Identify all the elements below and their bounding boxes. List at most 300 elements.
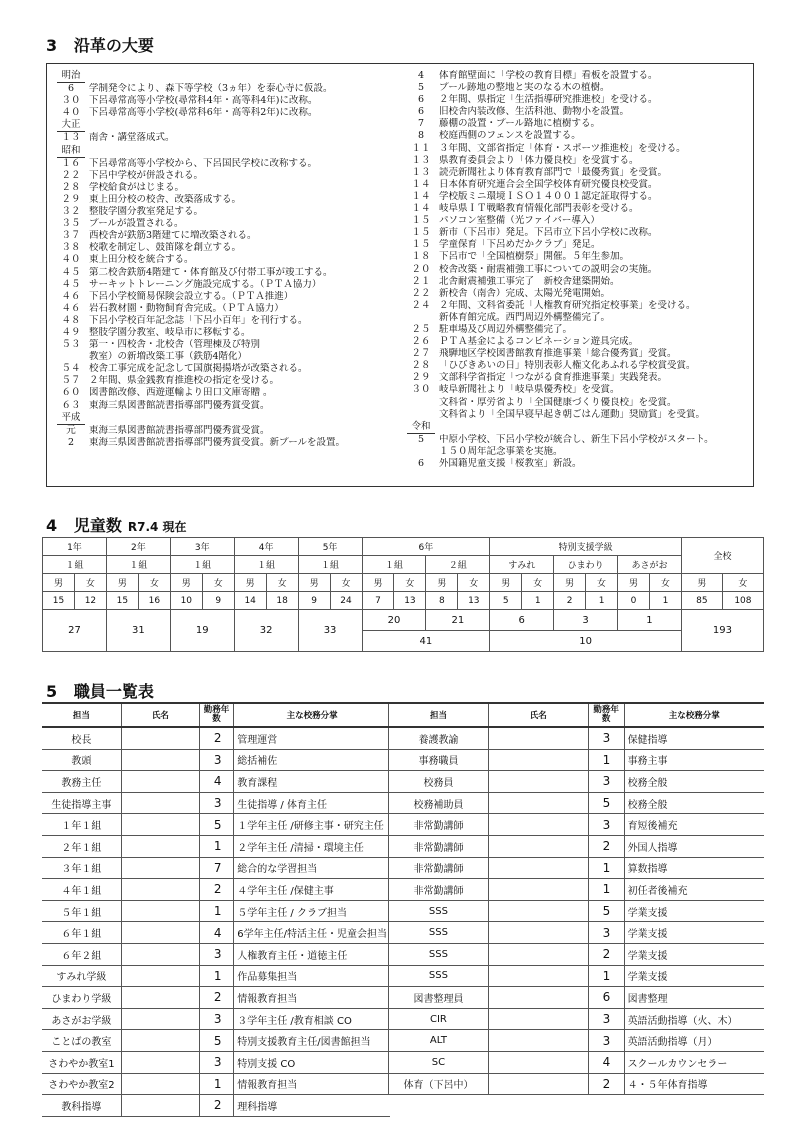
staff-years: 3 bbox=[588, 922, 624, 944]
years-header: 勤務年数 bbox=[199, 703, 233, 727]
history-year: ６３ bbox=[61, 399, 81, 411]
history-year: ２７ bbox=[411, 348, 431, 360]
male-label: 男 bbox=[490, 574, 522, 592]
history-entry bbox=[403, 324, 751, 336]
history-year: 6 bbox=[67, 83, 75, 95]
history-entry bbox=[403, 94, 751, 106]
history-entry bbox=[403, 143, 751, 155]
history-year: 7 bbox=[417, 118, 425, 130]
history-text: 体育館壁面に「学校の教育目標」看板を設置する。 bbox=[439, 70, 658, 81]
student-count-table bbox=[42, 537, 764, 652]
history-year: ４０ bbox=[61, 254, 81, 266]
staff-row bbox=[389, 1073, 765, 1095]
history-text: 下呂市で「全国植樹祭」開催。５年生参加。 bbox=[439, 251, 630, 263]
staff-row bbox=[389, 857, 765, 879]
staff-years: 7 bbox=[199, 857, 233, 879]
staff-years: 5 bbox=[588, 900, 624, 922]
history-year: 昭和 bbox=[57, 145, 85, 158]
history-text: 学制発令により、森下等学校（3ヵ年）を泰心寺に仮設。 bbox=[89, 83, 333, 95]
staff-row bbox=[389, 900, 765, 922]
female-label: 女 bbox=[266, 574, 298, 592]
as-of-note: R7.4 現在 bbox=[127, 520, 187, 534]
history-entry bbox=[403, 239, 751, 251]
staff-name bbox=[488, 835, 588, 857]
history-entry bbox=[53, 170, 403, 182]
history-entry bbox=[53, 363, 403, 375]
staff-years: 5 bbox=[588, 792, 624, 814]
staff-duty: 英語活動指導（月） bbox=[624, 1030, 764, 1052]
staff-heading bbox=[46, 679, 154, 702]
staff-row bbox=[389, 771, 765, 793]
male-label: 男 bbox=[298, 574, 330, 592]
history-year: 5 bbox=[417, 82, 425, 94]
staff-role: 校務補助員 bbox=[389, 792, 489, 814]
history-year: １１ bbox=[411, 142, 431, 154]
staff-role: １年１組 bbox=[42, 814, 121, 836]
staff-years: 2 bbox=[588, 1073, 624, 1095]
history-year: ４６ bbox=[61, 302, 81, 314]
history-text: 整肢学園分教室、岐阜市に移転する。 bbox=[89, 326, 251, 338]
staff-role: 体育（下呂中） bbox=[389, 1073, 489, 1095]
student-count: 12 bbox=[74, 592, 106, 610]
staff-duty: 校務全般 bbox=[624, 771, 764, 793]
student-count: 1 bbox=[649, 592, 681, 610]
female-label: 女 bbox=[522, 574, 554, 592]
history-text: ２年間、県指定「生活指導研究推進校」を受ける。 bbox=[439, 94, 658, 106]
staff-duty: 教育課程 bbox=[234, 771, 390, 793]
staff-row bbox=[42, 857, 390, 879]
history-entry bbox=[403, 446, 751, 458]
staff-name bbox=[488, 792, 588, 814]
history-year: ４８ bbox=[61, 314, 81, 326]
staff-duty: 6学年主任/特活主任・児童会担当 bbox=[234, 922, 390, 944]
staff-role: ６年２組 bbox=[42, 943, 121, 965]
staff-years: 6 bbox=[588, 987, 624, 1009]
history-entry bbox=[403, 300, 751, 312]
history-year bbox=[403, 446, 439, 458]
staff-years: 3 bbox=[588, 1008, 624, 1030]
staff-name bbox=[121, 922, 199, 944]
class-header: ２組 bbox=[426, 556, 490, 574]
history-text: サーキットトレーニング施設完成する。（ＰＴＡ協力） bbox=[89, 278, 322, 290]
staff-duty: ４・５年体育指導 bbox=[624, 1073, 764, 1095]
staff-name bbox=[488, 1051, 588, 1073]
staff-name bbox=[488, 965, 588, 987]
staff-role: 非常勤講師 bbox=[389, 857, 489, 879]
history-text: プールが設置される。 bbox=[89, 218, 184, 230]
history-entry bbox=[403, 288, 751, 300]
staff-role: 教頭 bbox=[42, 749, 121, 771]
staff-name bbox=[121, 879, 199, 901]
staff-role: 養護教諭 bbox=[389, 727, 489, 749]
staff-duty: 校務全般 bbox=[624, 792, 764, 814]
history-entry bbox=[53, 291, 403, 303]
history-year: 2 bbox=[67, 436, 75, 448]
section-title: 児童数 bbox=[73, 516, 122, 535]
history-year: ３０ bbox=[61, 95, 81, 107]
class-total: 1 bbox=[618, 610, 682, 631]
staff-duty: 学業支援 bbox=[624, 922, 764, 944]
class-total: 6 bbox=[490, 610, 554, 631]
history-entry bbox=[53, 437, 403, 449]
staff-years: 1 bbox=[199, 965, 233, 987]
gender-header-row bbox=[43, 574, 764, 592]
history-text: 新体育館完成。西門周辺外構整備完了。 bbox=[439, 311, 611, 323]
history-entry bbox=[53, 315, 403, 327]
male-label: 男 bbox=[170, 574, 202, 592]
duty-header: 主な校務分掌 bbox=[624, 703, 764, 727]
staff-years: 2 bbox=[199, 1095, 233, 1117]
years-header: 勤務年数 bbox=[588, 703, 624, 727]
staff-row bbox=[389, 922, 765, 944]
student-count: 10 bbox=[170, 592, 202, 610]
staff-row bbox=[389, 792, 765, 814]
section-number: 5 bbox=[46, 682, 58, 701]
history-text: １５０周年記念事業を実施。 bbox=[439, 445, 563, 457]
staff-row bbox=[42, 987, 390, 1009]
staff-duty: 総括補佐 bbox=[234, 749, 390, 771]
staff-name bbox=[488, 814, 588, 836]
staff-role: 教務主任 bbox=[42, 771, 121, 793]
male-label: 男 bbox=[106, 574, 138, 592]
staff-duty: 学業支援 bbox=[624, 943, 764, 965]
history-year: ４５ bbox=[61, 278, 81, 290]
history-entry bbox=[53, 387, 403, 399]
student-count: 13 bbox=[458, 592, 490, 610]
male-label: 男 bbox=[618, 574, 650, 592]
staff-years: 3 bbox=[199, 749, 233, 771]
era-label-row bbox=[53, 145, 403, 158]
staff-role: 校長 bbox=[42, 727, 121, 749]
grade-total: 31 bbox=[106, 610, 170, 652]
staff-years: 4 bbox=[199, 771, 233, 793]
staff-duty: 管理運営 bbox=[234, 727, 390, 749]
student-count: 1 bbox=[522, 592, 554, 610]
staff-role: 非常勤講師 bbox=[389, 879, 489, 901]
history-year: １３ bbox=[61, 132, 81, 144]
staff-years: 1 bbox=[199, 1073, 233, 1095]
history-text: 下呂尋常高等小学校(尋常科4年・高等科4年)に改称。 bbox=[89, 95, 318, 107]
history-text: 校歌を制定し、鼓笛隊を創立する。 bbox=[89, 242, 242, 254]
history-text: 校庭西側のフェンスを設置する。 bbox=[439, 130, 581, 142]
staff-role: ひまわり学級 bbox=[42, 987, 121, 1009]
name-header: 氏名 bbox=[488, 703, 588, 727]
staff-years: 4 bbox=[588, 1051, 624, 1073]
history-text: 下呂中学校が併設される。 bbox=[89, 169, 204, 181]
history-text: 西校舎が鉄筋3階建てに増改築される。 bbox=[89, 230, 257, 242]
history-text: ２年間、文科省委託「人権教育研究指定校事業」を受ける。 bbox=[439, 299, 696, 311]
history-year: １５ bbox=[411, 227, 431, 239]
grade-total: 27 bbox=[43, 610, 107, 652]
history-entry bbox=[53, 279, 403, 291]
staff-duty: 保健指導 bbox=[624, 727, 764, 749]
staff-role: 校務員 bbox=[389, 771, 489, 793]
history-text: 文科省・厚労省より「全国健康づくり優良校」を受賞。 bbox=[439, 396, 677, 408]
grade-total: 33 bbox=[298, 610, 362, 652]
history-entry bbox=[53, 132, 403, 144]
history-entry bbox=[403, 191, 751, 203]
staff-role: 事務職員 bbox=[389, 749, 489, 771]
history-year: １４ bbox=[411, 190, 431, 202]
history-entry bbox=[403, 155, 751, 167]
history-entry bbox=[53, 339, 403, 351]
male-label: 男 bbox=[681, 574, 722, 592]
history-year: ３２ bbox=[61, 206, 81, 218]
student-count: 5 bbox=[490, 592, 522, 610]
class-total: 20 bbox=[362, 610, 426, 631]
staff-name bbox=[121, 900, 199, 922]
school-total: 193 bbox=[681, 610, 763, 652]
female-label: 女 bbox=[586, 574, 618, 592]
history-year: ６０ bbox=[61, 387, 81, 399]
history-year: ４９ bbox=[61, 326, 81, 338]
staff-list bbox=[42, 702, 764, 1113]
history-text: 下呂尋常高等小学校から、下呂国民学校に改称する。 bbox=[89, 157, 318, 169]
staff-years: 2 bbox=[588, 835, 624, 857]
staff-years: 2 bbox=[199, 727, 233, 749]
staff-row bbox=[389, 727, 765, 749]
history-entry bbox=[403, 336, 751, 348]
staff-name bbox=[121, 857, 199, 879]
history-year: ３５ bbox=[61, 218, 81, 230]
staff-name bbox=[488, 857, 588, 879]
history-text: 文科省より「全国早寝早起き朝ごはん運動」奨励賞」を受賞。 bbox=[439, 408, 706, 420]
staff-role: 非常勤講師 bbox=[389, 814, 489, 836]
history-year: 8 bbox=[417, 130, 425, 142]
history-text: 校舎改築・耐震補強工事についての説明会の実施。 bbox=[439, 263, 658, 275]
history-text: 下呂小学校百年記念誌「下呂小百年」を刊行する。 bbox=[89, 314, 308, 326]
history-year: １８ bbox=[411, 251, 431, 263]
class-header: １組 bbox=[106, 556, 170, 574]
staff-row bbox=[42, 727, 390, 749]
era-label-row bbox=[53, 119, 403, 132]
history-year: ５７ bbox=[61, 375, 81, 387]
class-header: １組 bbox=[234, 556, 298, 574]
history-entry bbox=[53, 182, 403, 194]
section-number: 4 bbox=[46, 516, 58, 535]
staff-name bbox=[121, 749, 199, 771]
staff-role: SSS bbox=[389, 922, 489, 944]
staff-years: 4 bbox=[199, 922, 233, 944]
history-entry bbox=[403, 203, 751, 215]
history-entry bbox=[403, 215, 751, 227]
history-entry bbox=[53, 218, 403, 230]
staff-row bbox=[389, 835, 765, 857]
history-year: ３８ bbox=[61, 242, 81, 254]
history-text: 下呂小学校簡易保険会設立する。（ＰＴＡ推進） bbox=[89, 290, 294, 302]
staff-row bbox=[42, 1095, 390, 1117]
staff-row bbox=[389, 1030, 765, 1052]
class-total: 21 bbox=[426, 610, 490, 631]
history-text: プール跡地の整地と実のなる木の植樹。 bbox=[439, 82, 610, 94]
history-box bbox=[46, 63, 754, 487]
staff-duty: ４学年主任 /保健主事 bbox=[234, 879, 390, 901]
staff-duty: 総合的な学習担当 bbox=[234, 857, 390, 879]
staff-role: あさがお学級 bbox=[42, 1008, 121, 1030]
history-text: 岐阜県ＩＴ戦略教育情報化部門表彰を受ける。 bbox=[439, 203, 639, 215]
history-text: ＰＴＡ基金によるコンビネーション遊具完成。 bbox=[439, 336, 639, 348]
staff-name bbox=[121, 835, 199, 857]
staff-role: 図書整理員 bbox=[389, 987, 489, 1009]
staff-row bbox=[42, 1030, 390, 1052]
male-label: 男 bbox=[362, 574, 394, 592]
staff-row bbox=[389, 1008, 765, 1030]
staff-years: 3 bbox=[588, 727, 624, 749]
staff-role: すみれ学級 bbox=[42, 965, 121, 987]
class-total: 3 bbox=[554, 610, 618, 631]
staff-duty: 特別支援 CO bbox=[234, 1051, 390, 1073]
history-year: 6 bbox=[417, 106, 425, 118]
history-year: 5 bbox=[417, 433, 425, 445]
staff-years: 2 bbox=[588, 943, 624, 965]
grade-total: 32 bbox=[234, 610, 298, 652]
history-year: 令和 bbox=[407, 421, 435, 434]
female-label: 女 bbox=[458, 574, 490, 592]
student-count: 18 bbox=[266, 592, 298, 610]
staff-duty: ２学年主任 /清掃・環境主任 bbox=[234, 835, 390, 857]
staff-name bbox=[488, 1073, 588, 1095]
history-text: 岩石教材園・動物飼育舎完成。（ＰＴＡ協力） bbox=[89, 302, 284, 314]
history-entry bbox=[53, 242, 403, 254]
class-header: １組 bbox=[362, 556, 426, 574]
history-entry bbox=[403, 251, 751, 263]
history-entry bbox=[53, 254, 403, 266]
history-entry bbox=[403, 372, 751, 384]
history-text: 中原小学校、下呂小学校が統合し、新生下呂小学校がスタート。 bbox=[439, 433, 714, 445]
staff-row bbox=[42, 1073, 390, 1095]
student-count: 16 bbox=[138, 592, 170, 610]
student-count: 9 bbox=[298, 592, 330, 610]
female-label: 女 bbox=[74, 574, 106, 592]
history-text: 南舎・講堂落成式。 bbox=[89, 132, 175, 144]
staff-role: さわやか教室1 bbox=[42, 1051, 121, 1073]
staff-years: 5 bbox=[199, 1030, 233, 1052]
history-entry bbox=[53, 206, 403, 218]
history-text: 整肢学園分教室発足する。 bbox=[89, 206, 204, 218]
history-text: 図書館改修、西遊運輸より田口文庫寄贈 。 bbox=[89, 387, 273, 399]
staff-name bbox=[488, 1030, 588, 1052]
staff-role: SSS bbox=[389, 965, 489, 987]
history-year bbox=[403, 409, 439, 421]
history-entry bbox=[403, 130, 751, 142]
staff-role: さわやか教室2 bbox=[42, 1073, 121, 1095]
history-year: ２８ bbox=[411, 360, 431, 372]
class-header: １組 bbox=[43, 556, 107, 574]
history-entry bbox=[53, 425, 403, 437]
staff-duty: 理科指導 bbox=[234, 1095, 390, 1117]
staff-duty: 学業支援 bbox=[624, 965, 764, 987]
student-count: 9 bbox=[202, 592, 234, 610]
staff-years: 2 bbox=[199, 987, 233, 1009]
history-year: １６ bbox=[61, 157, 81, 169]
staff-row bbox=[42, 965, 390, 987]
grade-header: 2年 bbox=[106, 538, 170, 556]
student-count: 7 bbox=[362, 592, 394, 610]
student-count: 15 bbox=[43, 592, 75, 610]
history-entry bbox=[53, 267, 403, 279]
history-entry bbox=[403, 70, 751, 82]
history-text: 東海三県図書館読書指導部門優秀賞受賞。新プールを設置。 bbox=[89, 436, 346, 448]
grade-header: 6年 bbox=[362, 538, 490, 556]
class-header: １組 bbox=[298, 556, 362, 574]
history-year: 平成 bbox=[57, 412, 85, 425]
history-entry bbox=[403, 348, 751, 360]
history-year: 大正 bbox=[57, 119, 85, 132]
history-year: ２２ bbox=[61, 169, 81, 181]
staff-years: 3 bbox=[199, 1008, 233, 1030]
staff-duty: 事務主事 bbox=[624, 749, 764, 771]
staff-row bbox=[42, 749, 390, 771]
staff-row bbox=[42, 943, 390, 965]
section-number: 3 bbox=[46, 36, 58, 55]
staff-row bbox=[42, 814, 390, 836]
special-class-name: ひまわり bbox=[554, 556, 618, 574]
female-label: 女 bbox=[722, 574, 763, 592]
history-entry bbox=[403, 434, 751, 446]
staff-name bbox=[488, 749, 588, 771]
staff-row bbox=[389, 965, 765, 987]
staff-role: SSS bbox=[389, 943, 489, 965]
history-entry bbox=[53, 95, 403, 107]
history-entry bbox=[403, 360, 751, 372]
staff-row bbox=[42, 900, 390, 922]
staff-row bbox=[42, 792, 390, 814]
staff-row bbox=[389, 814, 765, 836]
staff-row bbox=[42, 1008, 390, 1030]
staff-years: 1 bbox=[199, 900, 233, 922]
duty-header: 主な校務分掌 bbox=[234, 703, 390, 727]
staff-row bbox=[42, 922, 390, 944]
staff-role: ６年１組 bbox=[42, 922, 121, 944]
staff-name bbox=[121, 1073, 199, 1095]
grade-header: 1年 bbox=[43, 538, 107, 556]
history-year: ５４ bbox=[61, 363, 81, 375]
staff-row bbox=[42, 879, 390, 901]
history-year: ２１ bbox=[411, 275, 431, 287]
staff-name bbox=[121, 965, 199, 987]
staff-years: 3 bbox=[199, 792, 233, 814]
student-count: 2 bbox=[554, 592, 586, 610]
staff-name bbox=[121, 1051, 199, 1073]
special-class-name: あさがお bbox=[618, 556, 682, 574]
history-text: 岐阜新聞社より「岐阜県優秀校」を受賞。 bbox=[439, 384, 620, 396]
grade-header: 5年 bbox=[298, 538, 362, 556]
history-year: 元 bbox=[66, 424, 76, 436]
staff-name bbox=[488, 943, 588, 965]
staff-years: 3 bbox=[588, 1030, 624, 1052]
staff-duty: 情報教育担当 bbox=[234, 987, 390, 1009]
female-label: 女 bbox=[394, 574, 426, 592]
history-text: 「ひびきあいの日」特別表彰人権文化あふれる学校賞受賞。 bbox=[439, 360, 696, 372]
history-year: 6 bbox=[417, 94, 425, 106]
history-year bbox=[53, 351, 89, 363]
history-year: １５ bbox=[411, 215, 431, 227]
history-text: 文部科学省指定「つながる食育推進事業」実践発表。 bbox=[439, 372, 668, 384]
staff-row bbox=[389, 987, 765, 1009]
staff-duty: 初任者後補充 bbox=[624, 879, 764, 901]
history-text: 外国籍児童支援「桜教室」新設。 bbox=[439, 458, 582, 469]
staff-duty: 算数指導 bbox=[624, 857, 764, 879]
staff-name bbox=[121, 771, 199, 793]
section-title: 沿革の大要 bbox=[73, 36, 154, 55]
students-heading bbox=[46, 513, 187, 536]
history-text: 藤棚の設置・プール路地に植樹する。 bbox=[439, 118, 601, 130]
history-year: １５ bbox=[411, 239, 431, 251]
staff-row bbox=[389, 1051, 765, 1073]
student-count: 14 bbox=[234, 592, 266, 610]
history-year: ３０ bbox=[411, 384, 431, 396]
staff-duty: 人権教育主任・道徳主任 bbox=[234, 943, 390, 965]
